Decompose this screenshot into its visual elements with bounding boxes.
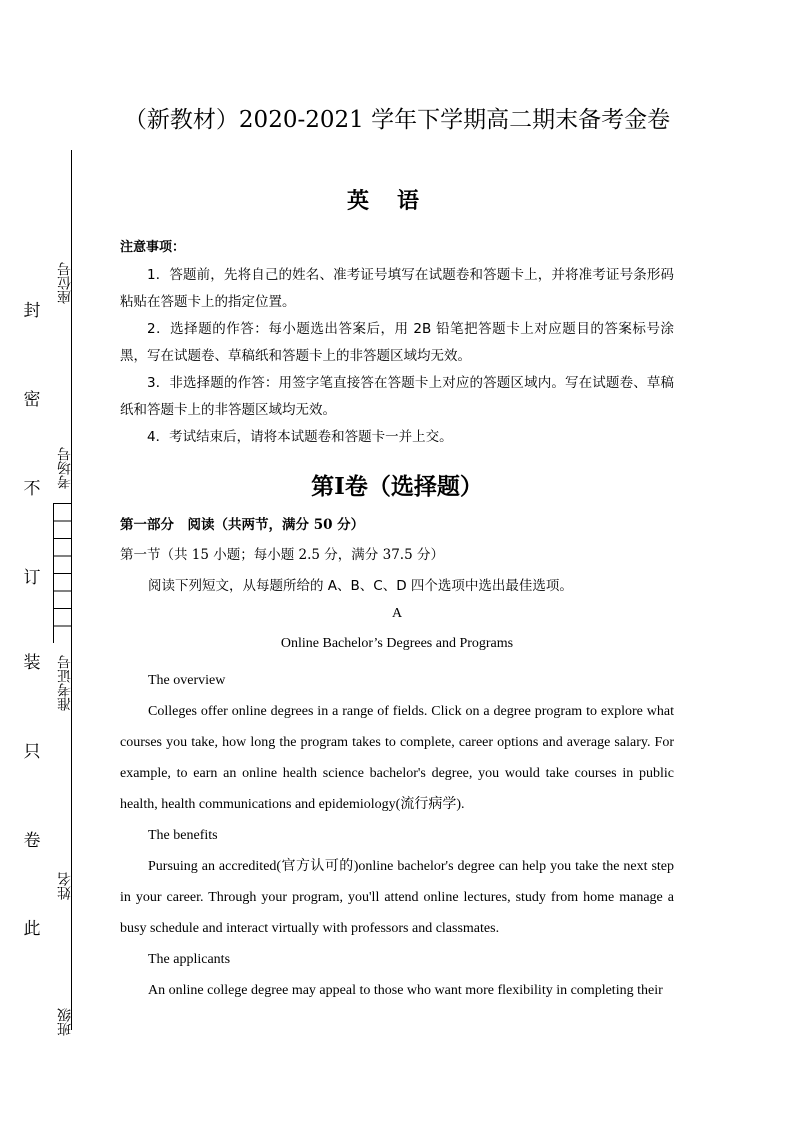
- passage-paragraph: Colleges offer online degrees in a range of fields. Click on a degree program to explore what courses you take, how long the program takes to complete, career options and average salary. For example, to earn an online health science bachelor's degree, you would take courses in public health, health communications and epidemiology(流行病学).: [120, 704, 674, 812]
- passage-title: Online Bachelor’s Degrees and Programs: [280, 636, 514, 651]
- subsection-title: 第一节（共 15 小题；每小题 2.5 分，满分 37.5 分）: [120, 547, 444, 563]
- notice-heading: 注意事项：: [120, 240, 186, 255]
- seat-number-label: 座位号: [57, 262, 73, 304]
- part-title: 第一部分 阅读（共两节，满分 50 分）: [120, 517, 365, 533]
- passage-paragraph: Pursuing an accredited(官方认可的)online bachelor's degree can help you take the next step in your career. Through your program, you'll attend online lectures, study from home manage a busy schedule and interact virtually with professors and classmates.: [120, 859, 674, 936]
- subject-title: 英语: [346, 189, 447, 214]
- seal-char-8: 此: [23, 919, 41, 939]
- name-label: 姓名: [57, 872, 73, 900]
- seal-char-2: 密: [23, 390, 41, 410]
- seal-char-5: 装: [23, 653, 41, 673]
- notice-list: [120, 262, 674, 451]
- notice-item: 3．非选择题的作答：用签字笔直接答在答题卡上对应的答题区域内。写在试题卷、草稿纸和答题卡上的非答题区域均无效。: [120, 375, 674, 418]
- exam-number-grid: [53, 503, 72, 643]
- notice-item: 4．考试结束后，请将本试题卷和答题卡一并上交。: [147, 429, 453, 445]
- passage-paragraph: An online college degree may appeal to those who want more flexibility in completing their: [148, 983, 663, 998]
- section-title: 第Ⅰ卷（选择题）: [311, 473, 483, 500]
- notice-item: 2．选择题的作答：每小题选出答案后，用 2B 铅笔把答题卡上对应题目的答案标号涂黑，写在试题卷、草稿纸和答题卡上的非答题区域均无效。: [120, 321, 674, 364]
- admission-number-label: 准考证号: [57, 655, 73, 711]
- exam-title: （新教材）2020-2021 学年下学期高二期末备考金卷: [123, 107, 671, 133]
- passage-letter: A: [391, 606, 403, 621]
- seal-char-3: 不: [23, 479, 41, 499]
- passage-heading: The benefits: [148, 828, 218, 843]
- passage-heading: The applicants: [148, 952, 231, 967]
- exam-room-label: 考场号: [57, 447, 73, 489]
- seal-char-7: 卷: [23, 831, 41, 851]
- seal-char-4: 订: [23, 568, 41, 588]
- seal-char-1: 封: [23, 301, 41, 321]
- passage-body: [120, 665, 674, 1006]
- passage-heading: The overview: [148, 673, 226, 688]
- seal-char-6: 只: [23, 742, 41, 762]
- class-label: 班级: [57, 1008, 73, 1036]
- instruction-text: 阅读下列短文，从每题所给的 A、B、C、D 四个选项中选出最佳选项。: [148, 578, 573, 594]
- notice-item: 1．答题前，先将自己的姓名、准考证号填写在试题卷和答题卡上，并将准考证号条形码粘贴在答题卡上的指定位置。: [120, 267, 674, 310]
